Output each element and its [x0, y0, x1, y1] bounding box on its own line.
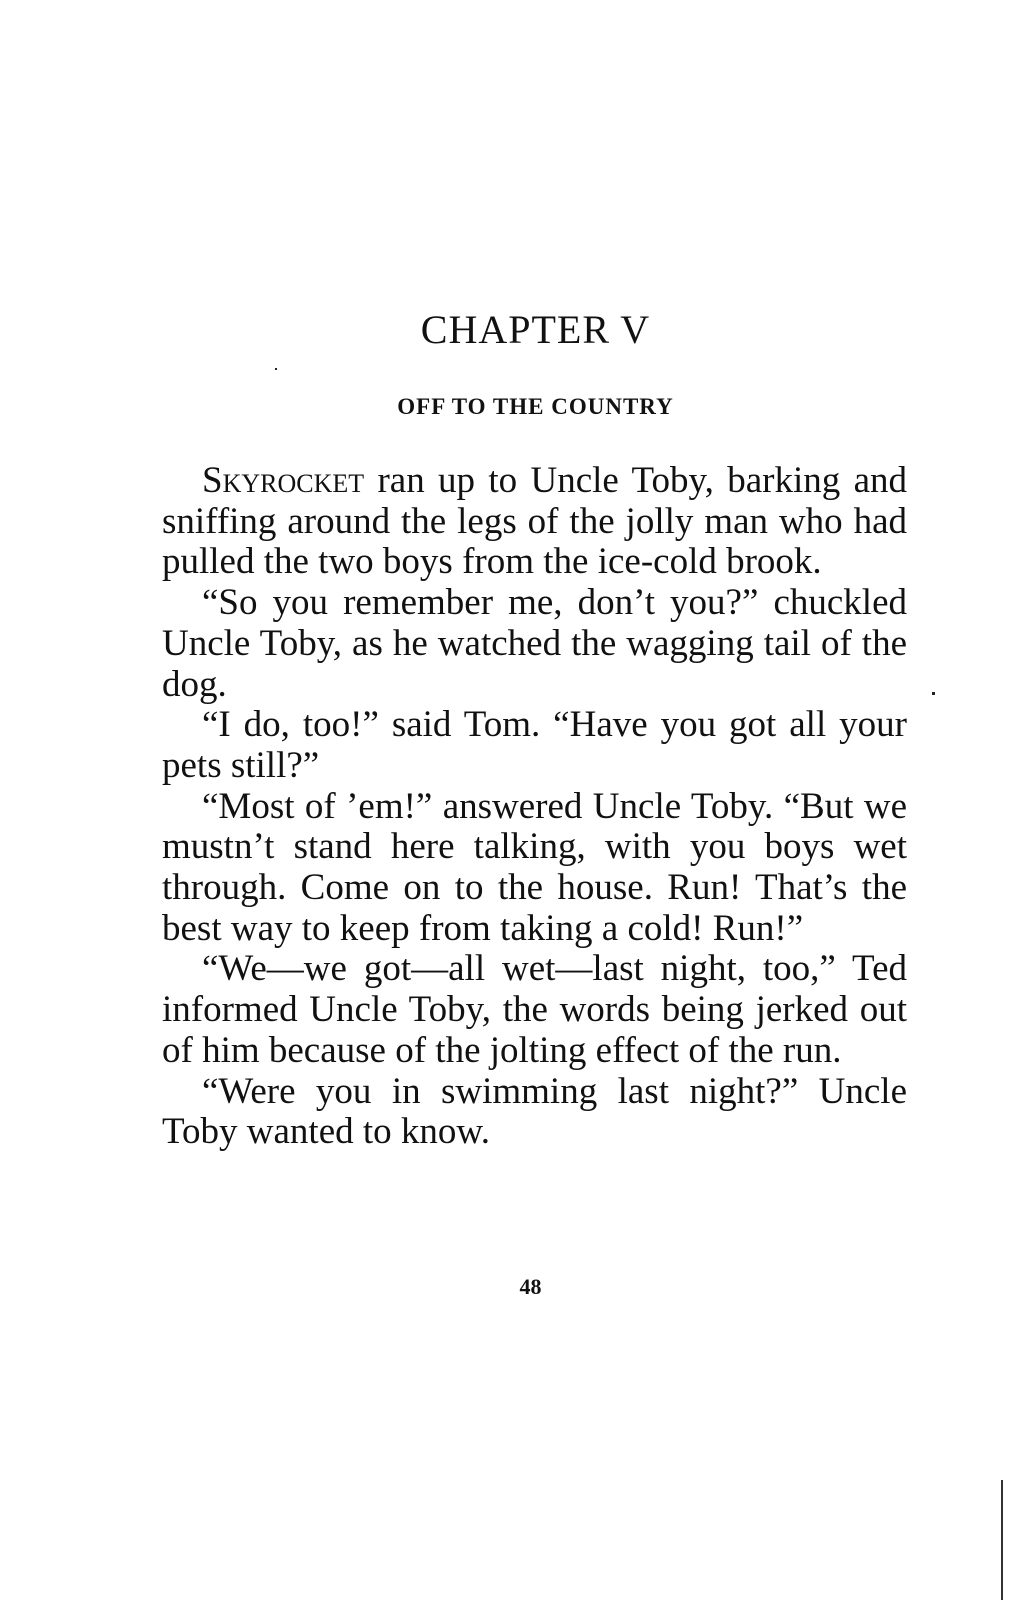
- lead-word: Skyrocket: [202, 460, 365, 501]
- paragraph-text: “Were you in swimming last night?” Uncle Toby wanted to know.: [162, 1070, 907, 1153]
- paragraph-1: [162, 461, 907, 583]
- paragraph-2: [162, 583, 907, 705]
- paragraph-text: “Most of ’em!” answered Uncle Toby. “But we mustn’t stand here talking, with you boys wet through. Come on to the house. Run! That’s the best way to keep from taking a cold! Run!”: [162, 785, 907, 949]
- chapter-title: CHAPTER V: [420, 307, 651, 352]
- scan-speck: [932, 692, 935, 695]
- scan-edge-line: [1001, 1480, 1003, 1600]
- paragraph-3: [162, 705, 907, 786]
- paragraph-text: “I do, too!” said Tom. “Have you got all your pets still?”: [162, 704, 907, 786]
- page-number: 48: [519, 1274, 542, 1299]
- paragraph-text: “We—we got—all wet—last night, too,” Ted informed Uncle Toby, the words being jerked out of him because of the jolting effect of the run.: [162, 948, 907, 1071]
- paragraph-text: ran up to Uncle Toby, barking and sniffing around the legs of the jolly man who had pulled the two boys from the ice-cold brook.: [162, 460, 907, 583]
- paragraph-6: [162, 1072, 907, 1153]
- body-text: [162, 461, 907, 1153]
- paragraph-5: [162, 949, 907, 1071]
- scan-speck: [275, 368, 277, 370]
- paragraph-4: [162, 787, 907, 950]
- chapter-subtitle: OFF TO THE COUNTRY: [397, 394, 674, 419]
- paragraph-text: “So you remember me, don’t you?” chuckled Uncle Toby, as he watched the wagging tail of the dog.: [162, 582, 907, 705]
